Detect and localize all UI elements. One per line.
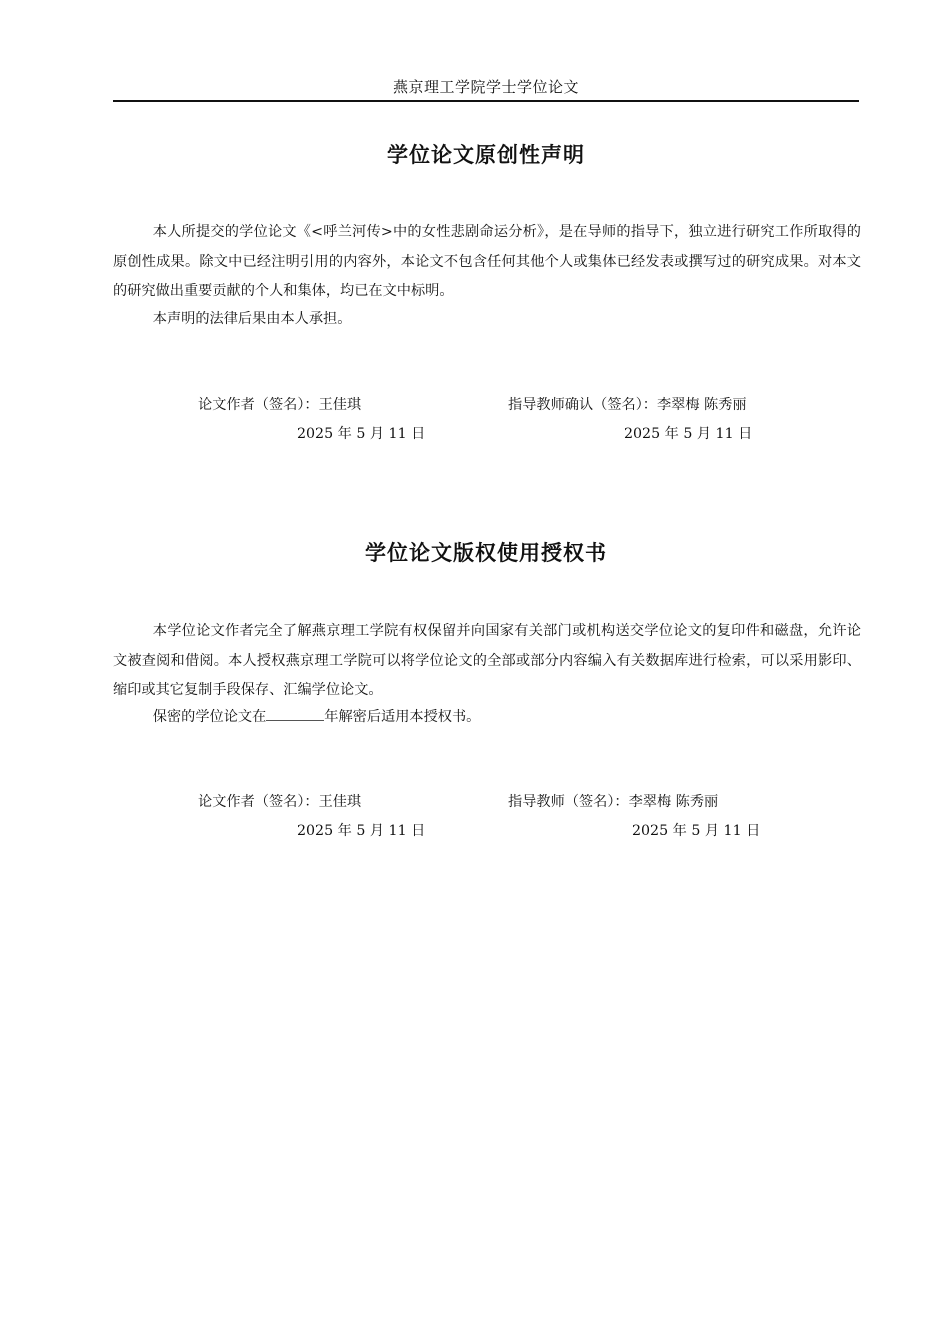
declaration-title: 学位论文原创性声明 — [387, 143, 585, 167]
confidentiality-paragraph — [113, 703, 861, 733]
authorization-author-date: 2025 年 5 月 11 日 — [297, 823, 426, 839]
declaration-author-signature: 论文作者（签名）：王佳琪 — [198, 397, 362, 413]
authorization-advisor-date: 2025 年 5 月 11 日 — [632, 823, 761, 839]
authorization-title: 学位论文版权使用授权书 — [365, 541, 607, 565]
declaration-author-date: 2025 年 5 月 11 日 — [297, 426, 426, 442]
declaration-advisor-date: 2025 年 5 月 11 日 — [624, 426, 753, 442]
confidentiality-prefix: 保密的学位论文在 — [152, 709, 267, 725]
header-rule — [113, 100, 859, 102]
authorization-paragraph: 本学位论文作者完全了解燕京理工学院有权保留并向国家有关部门或机构送交学位论文的复印件和磁盘，允许论文被查阅和借阅。本人授权燕京理工学院可以将学位论文的全部或部分内容编入有关数据库进行检索，可以采用影印、缩印或其它复制手段保存、汇编学位论文。 — [113, 623, 861, 698]
authorization-author-signature: 论文作者（签名）：王佳琪 — [198, 794, 362, 810]
declaration-paragraph: 本人所提交的学位论文《<呼兰河传>中的女性悲剧命运分析》，是在导师的指导下，独立进行研究工作所取得的原创性成果。除文中已经注明引用的内容外，本论文不包含任何其他个人或集体已经发表或撰写过的研究成果。对本文的研究做出重要贡献的个人和集体，均已在文中标明。 — [113, 224, 861, 299]
confidentiality-suffix: 年解密后适用本授权书。 — [324, 709, 481, 725]
page-header: 燕京理工学院学士学位论文 — [392, 78, 579, 96]
declaration-legal-paragraph: 本声明的法律后果由本人承担。 — [152, 311, 352, 327]
year-blank-line — [266, 706, 324, 721]
declaration-advisor-signature: 指导教师确认（签名）：李翠梅 陈秀丽 — [508, 397, 747, 413]
authorization-advisor-signature: 指导教师（签名）：李翠梅 陈秀丽 — [508, 794, 719, 810]
